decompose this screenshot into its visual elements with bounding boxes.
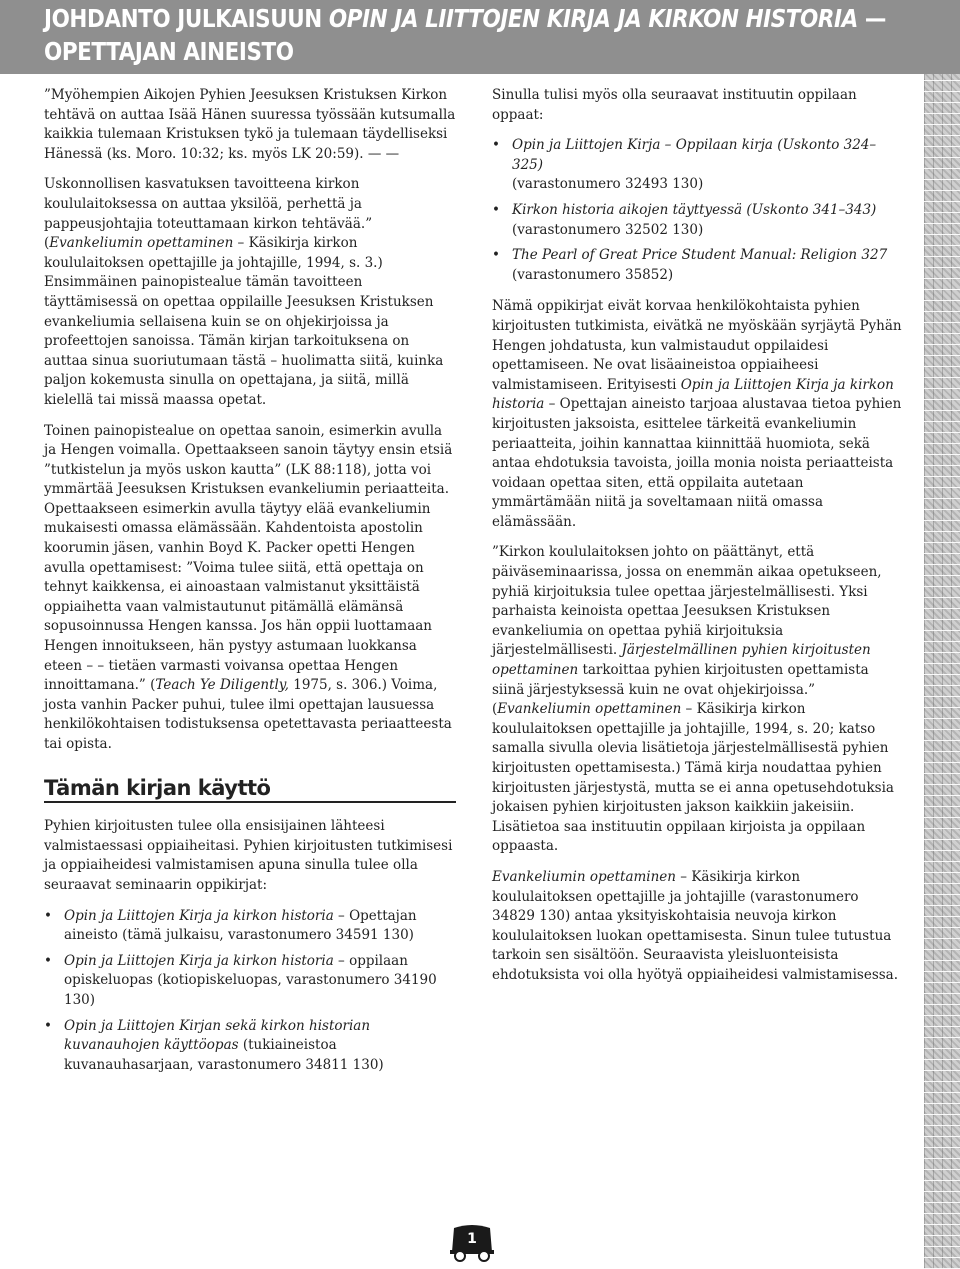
intro-quote: ”Myöhempien Aikojen Pyhien Jeesuksen Kristuksen Kirkon tehtävä on auttaa Isää Hänen suuressa työssään kutsumalla kaikkia tulemaan Kristuksen tykö ja tulemaan täydelliseksi Hänessä (ks. Moro. 10:32; ks. myös LK 20:59). — —: [44, 87, 456, 162]
paragraph-objective: Uskonnollisen kasvatuksen tavoitteena kirkon koululaitoksessa on auttaa yksilöä, perhettä ja pappeusjohtajia toteuttamaan kirkon tehtävää.” (Evankeliumin opettaminen – Käsikirja kirkon koululaitoksen opettajille ja johtajille, 1994, s. 3.) Ensimmäinen painopistealue tämän tavoitteen täyttämisessä on opettaa oppilaille Jeesuksen Kristuksen evankeliumia sellaisena kuin se on ohjekirjoissa ja profeettojen sanoissa. Tämän kirjan tarkoituksena on auttaa sinua suoriutumaan tästä – huolimatta siitä, kuinka paljon kokemusta sinulla on opettajana, ja siitä, millä kielellä tai missä maassa opetat.: [44, 176, 444, 408]
page-number: 1: [467, 1231, 477, 1247]
page-header: [0, 0, 960, 74]
paragraph-sequential: ”Kirkon koululaitoksen johto on päättänyt, että päiväseminaarissa, jossa on enemmän aikaa opetukseen, pyhiä kirjoituksia tulee opettaa järjestelmällisesti. Yksi parhaista keinoista opettaa Jeesuksen Kristuksen evankeliumia on opettaa pyhiä kirjoituksia järjestelmällisesti. Järjestelmällinen pyhien kirjoitusten opettaminen tarkoittaa pyhien kirjoitusten opettamista siinä järjestyksessä kuin ne ovat ohjekirjoissa.” (Evankeliumin opettaminen – Käsikirja kirkon koululaitoksen opettajille ja johtajille, 1994, s. 20; katso samalla sivulla olevia lisätietoja järjestelmällisestä pyhien kirjoitusten opettamisesta.) Tämä kirja noudattaa pyhien kirjoitusten järjestystä, mutta se ei anna opetusehdotuksia jokaisen pyhien kirjoitusten jakson kaikkiin jakeisiin. Lisätietoa saa instituutin oppilaan kirjoista ja oppilaan oppaasta.: [492, 544, 894, 855]
section-heading: Tämän kirjan käyttö: [44, 779, 456, 804]
paragraph-institute-intro: Sinulla tulisi myös olla seuraavat instituutin oppilaan oppaat:: [492, 87, 857, 123]
institute-manuals-list: [492, 136, 904, 285]
right-column: [492, 86, 904, 997]
stone-wall-decoration: [924, 74, 960, 1269]
list-item: • Opin ja Liittojen Kirja ja kirkon historia – Opettajan aineisto (tämä julkaisu, varastonumero 34591 130): [44, 907, 456, 946]
paragraph-second-focus: Toinen painopistealue on opettaa sanoin, esimerkin avulla ja Hengen voimalla. Opettaakseen sanoin täytyy ensin etsiä ”tutkistelun ja myös uskon kautta” (LK 88:118), jotta voi ymmärtää Jeesuksen Kristuksen evankeliumin periaatteita. Opettaakseen esimerkin avulla täytyy elää evankeliumin mukaisesti omassa elämässään. Kahdentoista apostolin koorumin jäsen, vanhin Boyd K. Packer opetti Hengen avulla opettamisest: ”Voima tulee siitä, että opettaja on tehnyt kaikkensa, ei ainoastaan valmistanut yksittäistä oppiaihetta vaan valmistautunut pitämällä elämänsä sopusoinnussa Hengen kanssa. Jos hän oppii luottamaan Hengen innoitukseen, hän pystyy astumaan luokkansa eteen – – tietäen varmasti voivansa opettaa Hengen innoittamana.” (Teach Ye Diligently, 1975, s. 306.) Voima, josta vanhin Packer puhui, tulee ilmi opettajan lausuessa henkilökohtaisen todistuksensa opetettavasta periaatteesta tai opista.: [44, 422, 453, 752]
paragraph-supplements: Nämä oppikirjat eivät korvaa henkilökohtaista pyhien kirjoitusten tutkimista, eivätkä ne myöskään syrjäytä Pyhän Hengen johdatusta, kun valmistaudut oppilaidesi opettamiseen. Ne ovat lisäaineistoa oppiaiheesi valmistamiseen. Erityisesti Opin ja Liittojen Kirja ja kirkon historia – Opettajan aineisto tarjoaa alustavaa tietoa pyhien kirjoitusten jaksoista, esittelee tärkeitä evankeliumin periaatteita, joihin kannattaa kiinnittää huomiota, sekä antaa ehdotuksia tavoista, joilla monia noista periaatteista voidaan opettaa siten, että oppilaita autetaan ymmärtämään niitä ja soveltamaan niitä omassa elämässään.: [492, 298, 902, 530]
page-title: JOHDANTO JULKAISUUN OPIN JA LIITTOJEN KIRJA JA KIRKON HISTORIA — OPETTAJAN AINEISTO: [44, 4, 886, 66]
list-item: • Opin ja Liittojen Kirja ja kirkon historia – oppilaan opiskeluopas (kotiopiskeluopas, varastonumero 34190 130): [44, 952, 456, 1011]
left-column: [44, 86, 456, 1087]
paragraph-usage: Pyhien kirjoitusten tulee olla ensisijainen lähteesi valmistaessasi oppiaiheitasi. Pyhien kirjoitusten tutkimisesi ja oppiaiheidesi valmistamisen apuna sinulla tulee olla seuraavat seminaarin oppikirjat:: [44, 818, 453, 893]
page-number-badge: [448, 1222, 496, 1262]
list-item: • Kirkon historia aikojen täyttyessä (Uskonto 341–343) (varastonumero 32502 130): [492, 201, 904, 240]
list-item: • Opin ja Liittojen Kirja – Oppilaan kirja (Uskonto 324–325) (varastonumero 32493 130): [492, 136, 904, 195]
paragraph-handbook: Evankeliumin opettaminen – Käsikirja kirkon koululaitoksen opettajille ja johtajille (varastonumero 34829 130) antaa yksityiskohtaisia neuvoja kirkon koululaitoksen luokan opettamisesta. Sinun tulee tutustua tarkoin sen sisältöön. Seuraavista yleisluonteisista ehdotuksista voi olla hyötyä oppiaiheidesi valmistamisessa.: [492, 868, 899, 983]
seminary-manuals-list: [44, 907, 456, 1076]
list-item: • Opin ja Liittojen Kirjan sekä kirkon historian kuvanauhojen käyttöopas (tukiaineistoa kuvanauhasarjaan, varastonumero 34811 130): [44, 1017, 456, 1076]
list-item: • The Pearl of Great Price Student Manual: Religion 327 (varastonumero 35852): [492, 246, 904, 285]
